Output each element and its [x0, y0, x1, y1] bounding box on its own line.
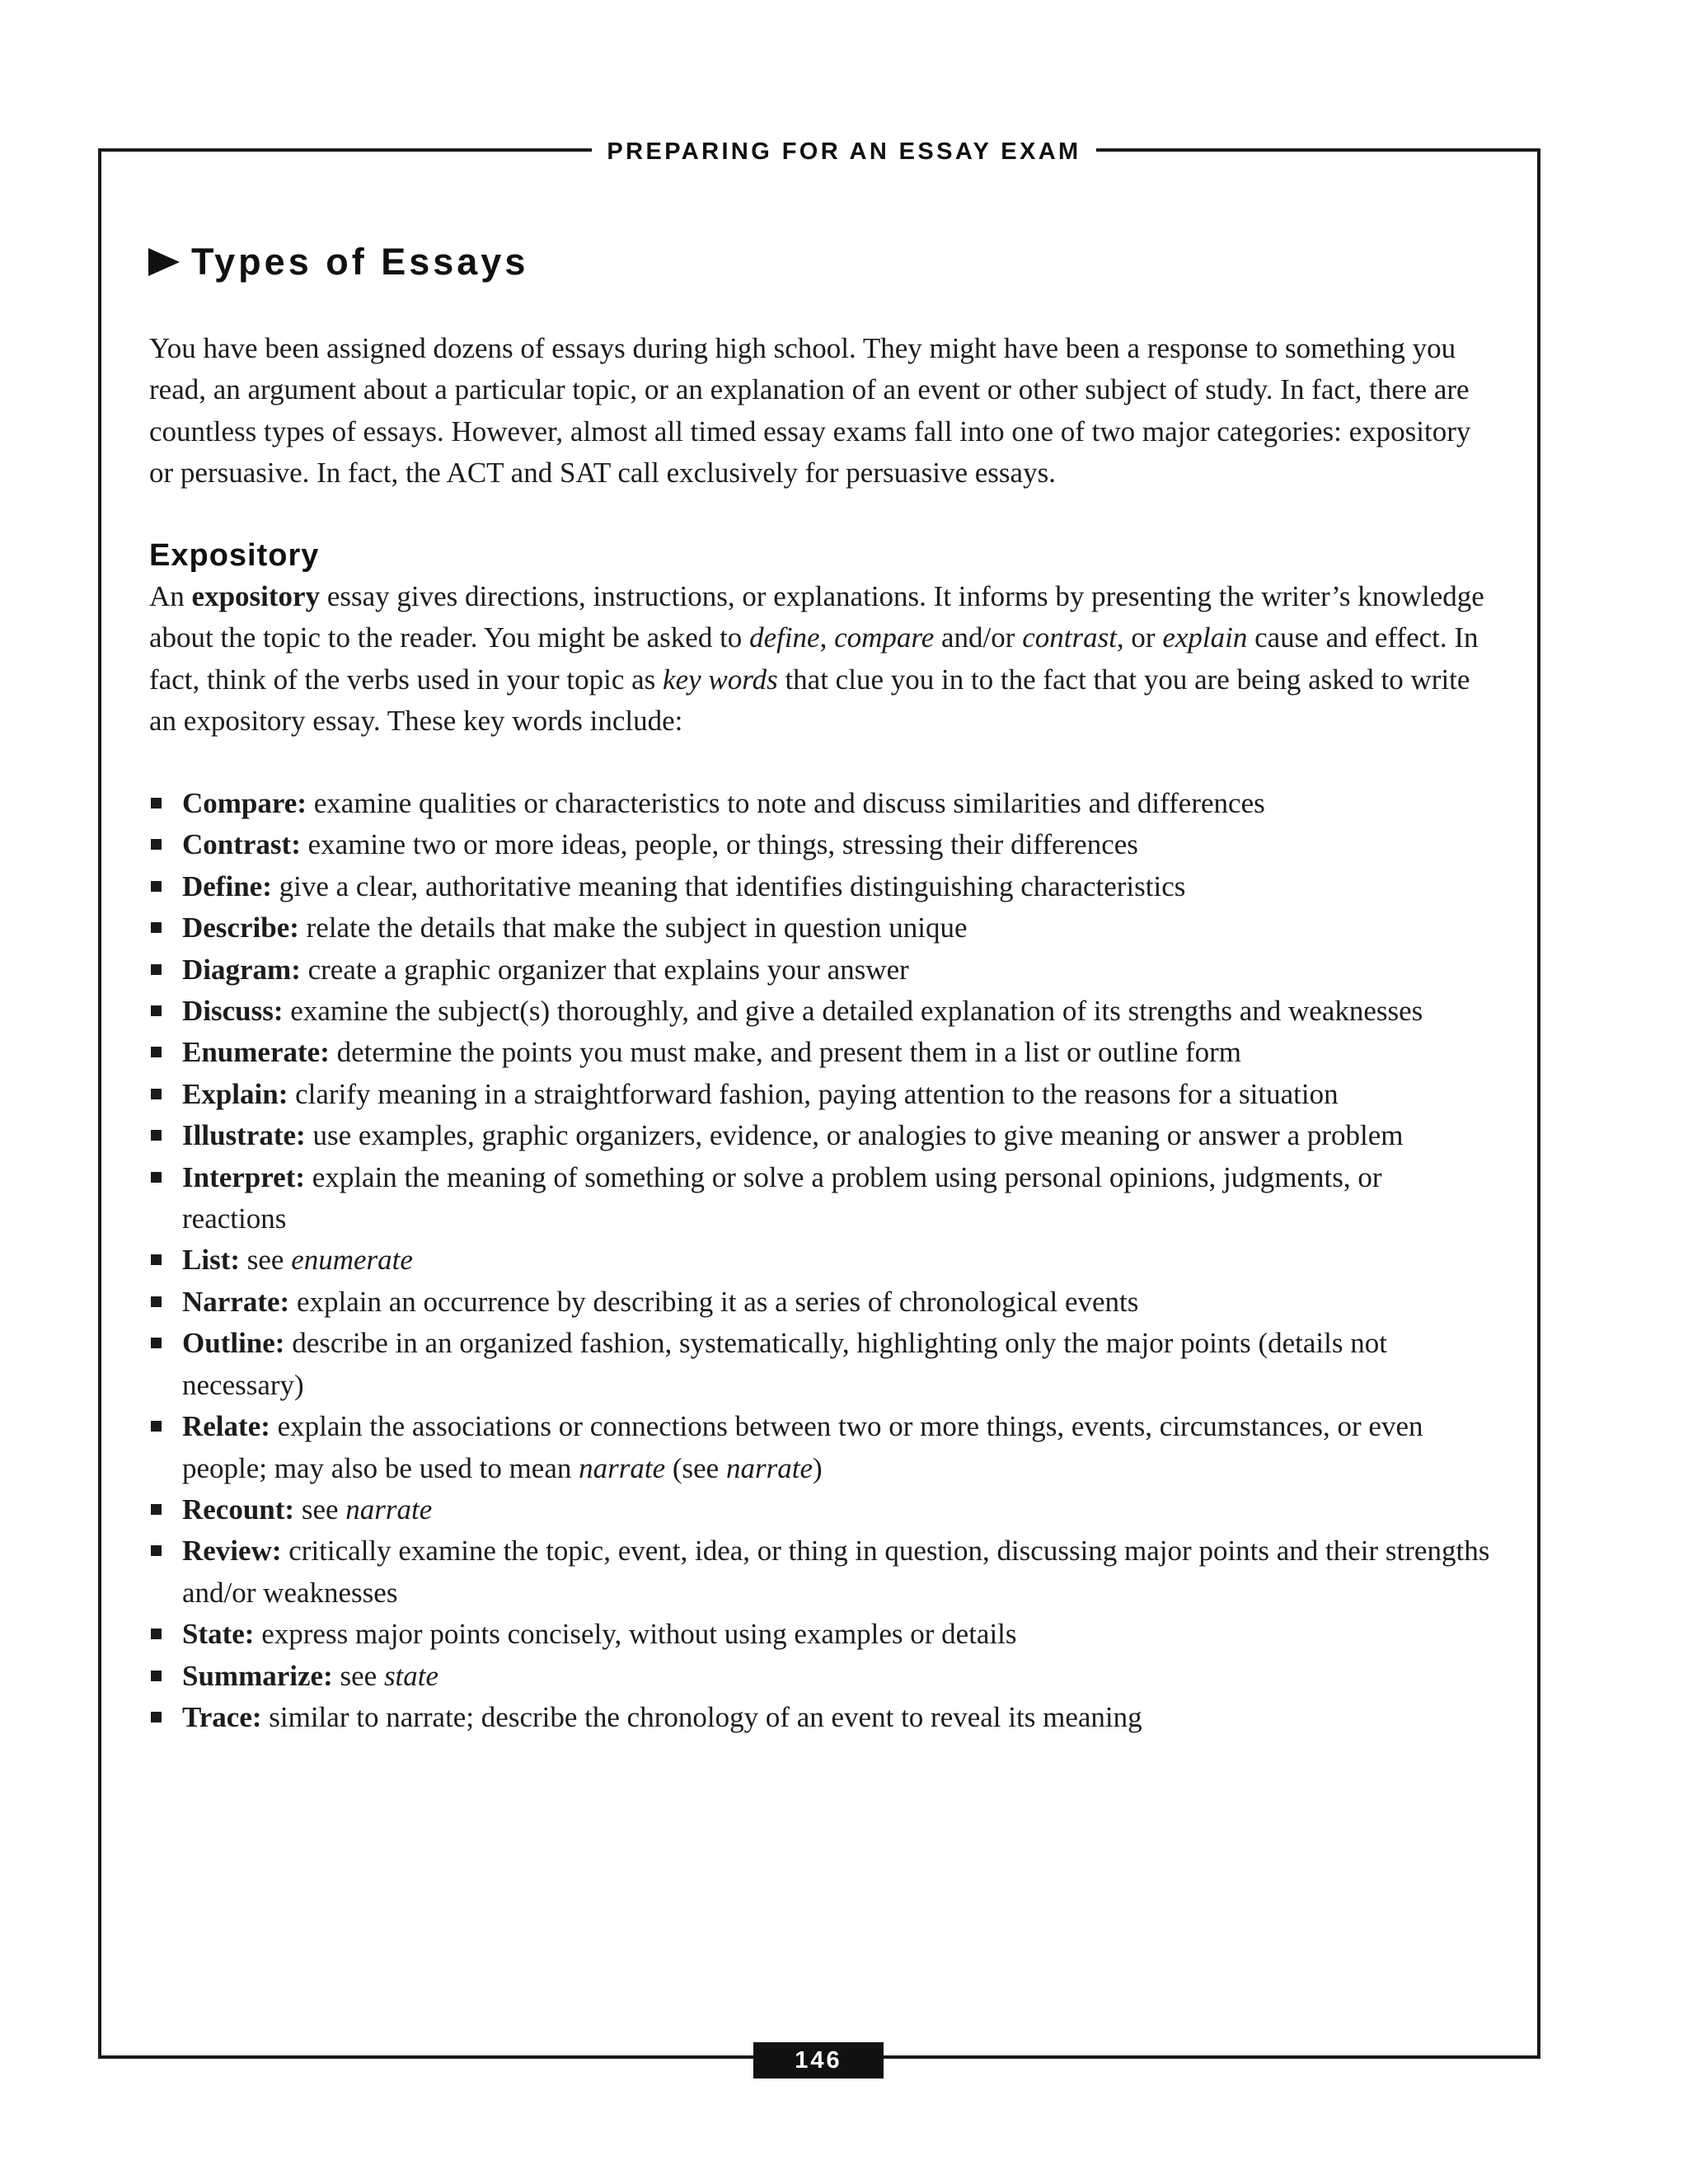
- term: Enumerate:: [182, 1036, 330, 1069]
- definition: examine qualities or characteristics to note and discuss similarities and differences: [307, 787, 1265, 819]
- term: Review:: [182, 1535, 282, 1568]
- bold-term: expository: [191, 580, 321, 612]
- list-item: [149, 1697, 1493, 1738]
- term: Contrast:: [182, 828, 301, 861]
- term: Relate:: [182, 1410, 270, 1443]
- list-item: [149, 1489, 1493, 1530]
- text-run: that clue you in to the fact that you are being asked to write an expository essay. These key words include:: [149, 663, 1470, 738]
- definition: examine the subject(s) thoroughly, and give a detailed explanation of its strengths and weaknesses: [283, 995, 1423, 1028]
- definition: explain the associations or connections between two or more things, events, circumstances, or even people; may also be used to mean: [182, 1410, 1423, 1484]
- term: State:: [182, 1618, 255, 1651]
- definition: create a graphic organizer that explains your answer: [300, 953, 909, 986]
- definition: use examples, graphic organizers, evidence, or analogies to give meaning or answer a problem: [305, 1119, 1404, 1152]
- italic-term: narrate: [345, 1493, 433, 1526]
- term: Describe:: [182, 912, 299, 944]
- term: Trace:: [182, 1700, 262, 1733]
- text-run: ,: [819, 621, 835, 654]
- definition: critically examine the topic, event, idea, or thing in question, discussing major points and their strengths and/or weaknesses: [182, 1535, 1490, 1609]
- italic-term: define: [749, 621, 820, 654]
- definition: see: [240, 1244, 292, 1277]
- italic-term: narrate: [579, 1451, 666, 1484]
- italic-term: explain: [1162, 621, 1248, 654]
- term: Discuss:: [182, 995, 284, 1028]
- list-item: [149, 1074, 1493, 1115]
- italic-term: state: [383, 1659, 439, 1692]
- list-item: [149, 1614, 1493, 1655]
- expository-heading: Expository: [149, 538, 320, 573]
- definition: determine the points you must make, and present them in a list or outline form: [329, 1036, 1242, 1069]
- list-item: [149, 1240, 1493, 1281]
- italic-term: enumerate: [291, 1244, 413, 1277]
- definition: give a clear, authoritative meaning that identifies distinguishing characteristics: [271, 869, 1186, 902]
- definition: see: [332, 1659, 384, 1692]
- triangle-bullet-icon: [148, 248, 180, 276]
- text-run: , or: [1116, 621, 1163, 654]
- list-item: [149, 1656, 1493, 1697]
- definition: explain the meaning of something or solve a problem using personal opinions, judgments, or reactions: [182, 1160, 1382, 1235]
- list-item: [149, 1032, 1493, 1073]
- list-item: [149, 1406, 1493, 1489]
- definition: relate the details that make the subject in question unique: [298, 912, 968, 944]
- list-item: [149, 991, 1493, 1032]
- definition: ): [812, 1451, 823, 1484]
- definition: similar to narrate; describe the chronology of an event to reveal its meaning: [261, 1700, 1142, 1733]
- definition: clarify meaning in a straightforward fashion, paying attention to the reasons for a situation: [288, 1077, 1339, 1110]
- list-item: [149, 907, 1493, 949]
- text-run: An: [149, 580, 192, 612]
- term: Explain:: [182, 1077, 288, 1110]
- list-item: [149, 1323, 1493, 1406]
- definition: examine two or more ideas, people, or things, stressing their differences: [300, 828, 1138, 861]
- list-item: [149, 1530, 1493, 1614]
- italic-term: contrast: [1022, 621, 1117, 654]
- italic-term: compare: [834, 621, 935, 654]
- section-heading: [148, 239, 528, 285]
- term: Recount:: [182, 1493, 295, 1526]
- term: Define:: [182, 869, 272, 902]
- list-item: [149, 949, 1493, 991]
- definition: express major points concisely, without using examples or details: [254, 1618, 1017, 1651]
- key-words-list: [149, 783, 1493, 1738]
- term: Compare:: [182, 787, 307, 819]
- definition: (see: [665, 1451, 726, 1484]
- list-item: [149, 824, 1493, 865]
- term: Narrate:: [182, 1285, 290, 1318]
- page-number: 146: [753, 2042, 884, 2079]
- running-head-text: PREPARING FOR AN ESSAY EXAM: [592, 135, 1095, 168]
- term: Summarize:: [182, 1659, 333, 1692]
- term: Illustrate:: [182, 1119, 306, 1152]
- term: Diagram:: [182, 953, 301, 986]
- italic-term: narrate: [725, 1451, 813, 1484]
- expository-paragraph: [149, 576, 1493, 743]
- definition: explain an occurrence by describing it as a series of chronological events: [289, 1285, 1139, 1318]
- list-item: [149, 1282, 1493, 1323]
- definition: see: [294, 1493, 346, 1526]
- term: List:: [182, 1244, 240, 1277]
- list-item: [149, 866, 1493, 907]
- list-item: [149, 1115, 1493, 1156]
- term: Outline:: [182, 1327, 285, 1360]
- intro-paragraph: You have been assigned dozens of essays during high school. They might have been a response to something you read, an argument about a particular topic, or an explanation of an event or other subject of study. In fact, there are countless types of essays. However, almost all timed essay exams fall into one of two major categories: expository or persuasive. In fact, the ACT and SAT call exclusively for persuasive essays.: [149, 332, 1471, 490]
- definition: describe in an organized fashion, systematically, highlighting only the major points (details not necessary): [182, 1327, 1387, 1401]
- section-title: Types of Essays: [191, 241, 529, 283]
- text-run: and/or: [934, 621, 1023, 654]
- list-item: [149, 1157, 1493, 1240]
- italic-term: key words: [663, 663, 778, 696]
- text-run: essay gives directions, instructions, or explanations. It informs by presenting the writer’s knowledge about the topic to the reader. You might be asked to: [149, 580, 1484, 654]
- list-item: [149, 783, 1493, 824]
- term: Interpret:: [182, 1160, 306, 1193]
- text-run: cause and effect. In fact, think of the verbs used in your topic as: [149, 621, 1479, 696]
